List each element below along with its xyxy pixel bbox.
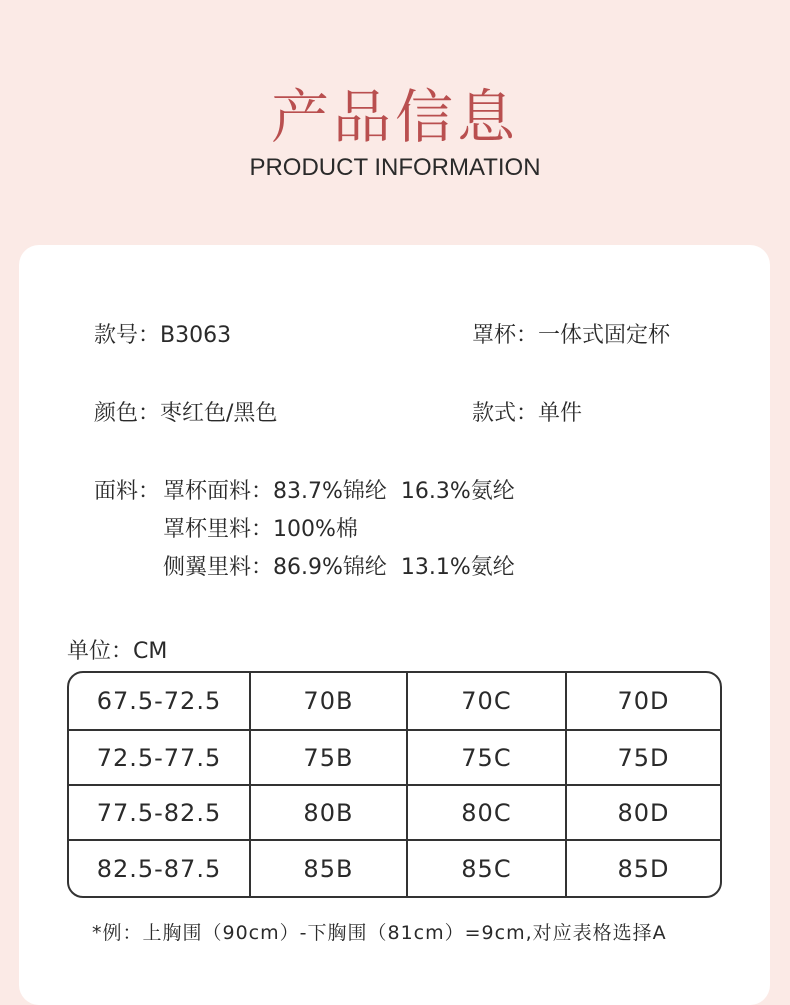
size-cell: 85D: [617, 854, 670, 883]
band-range-cell: 77.5-82.5: [69, 786, 251, 841]
size-cell: 80B: [251, 786, 408, 841]
size-cell: 80C: [408, 786, 567, 841]
style-type: 款式：单件: [472, 401, 583, 426]
size-cell: 70B: [251, 673, 408, 731]
size-cell: 85C: [408, 841, 567, 896]
table-row: [69, 841, 720, 896]
size-cell: 85B: [251, 841, 408, 896]
size-example-note: *例：上胸围（90cm）-下胸围（81cm）=9cm,对应表格选择A: [92, 922, 667, 944]
size-table: [67, 671, 722, 898]
band-range-cell: 72.5-77.5: [69, 731, 251, 786]
cup-type: 罩杯：一体式固定杯: [472, 323, 671, 348]
page-title-cn: 产品信息: [270, 83, 519, 151]
fabric-line: 罩杯面料：83.7%锦纶 16.3%氨纶: [163, 479, 515, 504]
size-cell: 70D: [567, 673, 720, 731]
page-title-en: PRODUCT INFORMATION: [249, 154, 541, 181]
band-range-cell: 67.5-72.5: [69, 673, 251, 731]
model-number: 款号：B3063: [94, 323, 232, 348]
table-row: [69, 673, 720, 731]
table-row: [69, 731, 720, 786]
size-cell: 80D: [567, 786, 720, 841]
fabric-line: 罩杯里料：100%棉: [163, 517, 358, 542]
fabric-line: 侧翼里料：86.9%锦纶 13.1%氨纶: [163, 555, 515, 580]
unit-label: 单位：CM: [67, 639, 168, 664]
band-range-cell: 82.5-87.5: [69, 841, 251, 896]
color-options: 颜色：枣红色/黑色: [94, 401, 278, 426]
size-cell: 75C: [408, 731, 567, 786]
fabric-label: 面料：: [94, 479, 161, 504]
size-cell: 75D: [567, 731, 720, 786]
size-cell: 75B: [251, 731, 408, 786]
size-cell: 70C: [408, 673, 567, 731]
table-row: [69, 786, 720, 841]
